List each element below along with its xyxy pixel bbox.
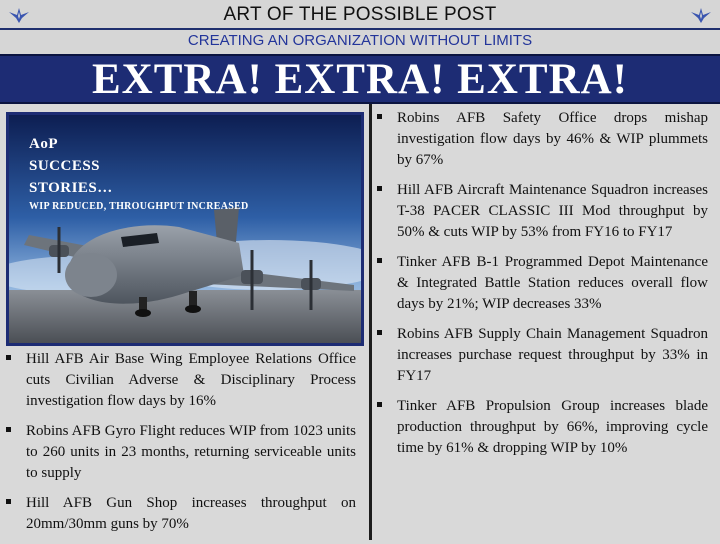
list-item-text: Hill AFB Gun Shop increases throughput on 20mm/30mm guns by 70% [26, 495, 356, 532]
page-subtitle: CREATING AN ORGANIZATION WITHOUT LIMITS [187, 32, 533, 49]
list-item-text: Hill AFB Air Base Wing Employee Relations Office cuts Civilian Adverse & Disciplinary Process investigation flow days by 16% [26, 351, 356, 409]
list-item [375, 252, 708, 315]
aircraft-photo [6, 112, 364, 346]
page-title: ART OF THE POSSIBLE POST [223, 4, 497, 25]
caption-line: STORIES… [29, 180, 113, 196]
list-item [4, 349, 356, 412]
bullet-icon [377, 114, 382, 119]
list-item [375, 396, 708, 459]
list-item-text: Robins AFB Supply Chain Management Squadron increases purchase request throughput by 33% in FY17 [397, 326, 708, 384]
bullet-icon [377, 330, 382, 335]
bullet-icon [377, 186, 382, 191]
list-item [4, 421, 356, 484]
list-item [375, 324, 708, 387]
photo-caption [29, 133, 249, 212]
bullet-icon [377, 258, 382, 263]
list-item-text: Tinker AFB Propulsion Group increases blade production throughput by 66%, improving cycle time by 61% & dropping WIP by 10% [397, 398, 708, 456]
bullet-icon [377, 402, 382, 407]
list-item [375, 108, 708, 171]
list-item [4, 493, 356, 535]
caption-subline: WIP REDUCED, THROUGHPUT INCREASED [29, 201, 249, 212]
list-item-text: Tinker AFB B-1 Programmed Depot Maintenance & Integrated Battle Station reduces overall flow days by 21%; WIP decreases 33% [397, 254, 708, 312]
extra-banner [0, 54, 720, 104]
bullet-icon [6, 355, 11, 360]
list-item-text: Robins AFB Safety Office drops mishap investigation flow days by 46% & WIP plummets by 67% [397, 110, 708, 168]
list-item [375, 180, 708, 243]
header-rule [0, 28, 720, 30]
bullet-icon [6, 499, 11, 504]
caption-line: AoP [29, 136, 58, 152]
list-item-text: Hill AFB Aircraft Maintenance Squadron increases T-38 PACER CLASSIC III Mod throughput by 50% & cuts WIP by 53% from FY16 to FY17 [397, 182, 708, 240]
left-story-list [4, 349, 356, 544]
air-force-emblem-icon [690, 6, 712, 24]
right-story-list [375, 108, 708, 468]
caption-line: SUCCESS [29, 158, 101, 174]
banner-text: EXTRA! EXTRA! EXTRA! [91, 56, 629, 103]
list-item-text: Robins AFB Gyro Flight reduces WIP from 1023 units to 260 units in 23 months, returning serviceable units to supply [26, 423, 356, 481]
bullet-icon [6, 427, 11, 432]
header [0, 0, 720, 54]
column-divider [369, 104, 372, 540]
